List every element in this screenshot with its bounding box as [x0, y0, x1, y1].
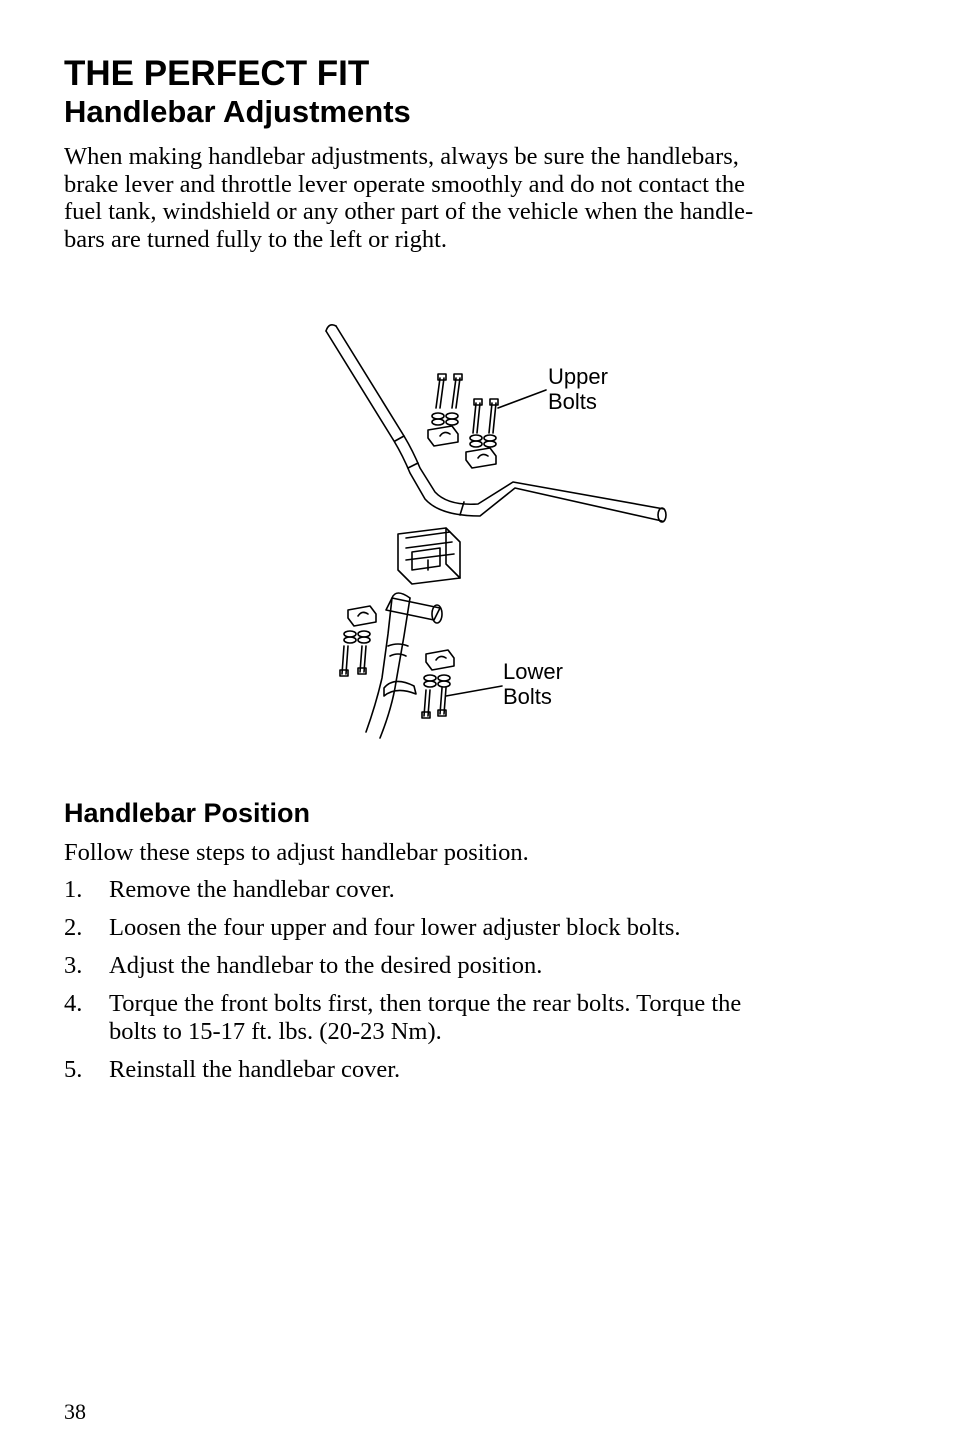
lower-clamps — [348, 606, 454, 670]
list-item — [64, 914, 864, 942]
page-title: THE PERFECT FIT — [64, 54, 370, 93]
step-text: Loosen the four upper and four lower adjuster block bolts. — [109, 914, 681, 941]
list-item — [64, 990, 864, 1045]
adjuster-block — [398, 528, 460, 584]
upper-washers — [432, 413, 496, 447]
step-text: Reinstall the handlebar cover. — [109, 1055, 401, 1083]
steps-list — [64, 876, 864, 1094]
page-number: 38 — [64, 1399, 86, 1424]
intro-line: brake lever and throttle lever operate smoothly and do not contact the — [64, 170, 745, 198]
subsection-title: Handlebar Position — [64, 798, 311, 828]
step-text: Adjust the handlebar to the desired position. — [109, 952, 543, 979]
handlebar-diagram — [300, 316, 700, 746]
step-number: 1. — [64, 876, 83, 903]
list-item — [64, 952, 864, 980]
step-text: Torque the front bolts first, then torque the rear bolts. Torque the — [109, 990, 742, 1017]
section-title: Handlebar Adjustments — [64, 94, 411, 129]
upper-bolts-label: Upper Bolts — [548, 364, 608, 414]
list-item — [64, 876, 864, 904]
step-number: 2. — [64, 914, 83, 941]
lower-bolts-leader — [446, 686, 502, 696]
intro-paragraph — [64, 143, 864, 253]
list-item — [64, 1056, 864, 1084]
step-number: 3. — [64, 952, 83, 979]
step-text: Remove the handlebar cover. — [109, 876, 395, 903]
lower-bolts-label: Lower Bolts — [503, 659, 563, 709]
step-number: 4. — [64, 990, 83, 1017]
handlebar-tube — [326, 325, 666, 522]
intro-line: bars are turned fully to the left or right. — [64, 225, 448, 253]
step-number: 5. — [64, 1055, 83, 1083]
handlebar-exploded-view — [300, 316, 700, 746]
intro-line: When making handlebar adjustments, always be sure the handlebars, — [64, 143, 739, 170]
step-text: bolts to 15-17 ft. lbs. (20-23 Nm). — [109, 1017, 442, 1045]
upper-bolts — [436, 374, 498, 433]
upper-bolts-leader — [498, 390, 546, 408]
steps-intro: Follow these steps to adjust handlebar position. — [64, 839, 529, 866]
intro-line: fuel tank, windshield or any other part of the vehicle when the handle- — [64, 198, 754, 225]
